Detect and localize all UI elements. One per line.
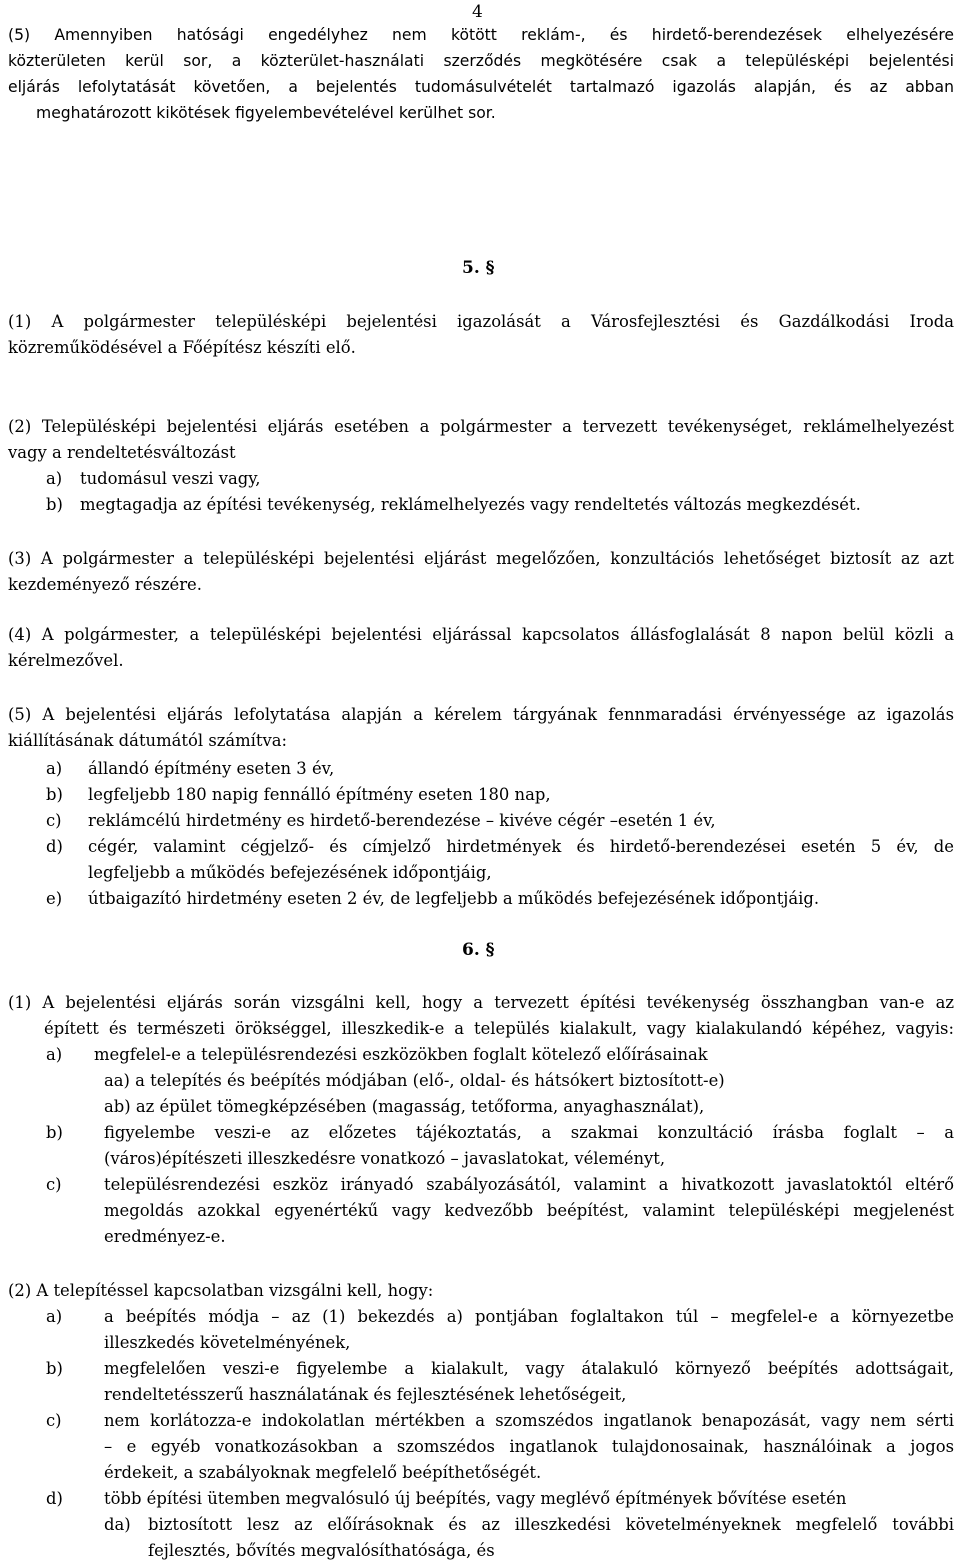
list-text: legfeljebb a működés befejezésének időpontjáig, xyxy=(88,863,492,882)
list-text: több építési ütemben megvalósuló új beépítés, vagy meglévő építmények bővítése esetén xyxy=(104,1489,847,1508)
list-text: legfeljebb 180 napig fennálló építmény eseten 180 nap, xyxy=(88,785,551,804)
list-text: érdekeit, a szabályoknak megfelelő beépíthetőségét. xyxy=(104,1463,542,1482)
section5-paragraph-5 xyxy=(8,702,954,754)
section5-paragraph-4 xyxy=(8,622,954,674)
list-text: reklámcélú hirdetmény es hirdető-berendezése – kivéve cégér –esetén 1 év, xyxy=(88,811,716,830)
text-line: (5) A bejelentési eljárás lefolytatása alapján a kérelem tárgyának fennmaradási érvényessége az igazolás xyxy=(8,705,954,724)
list-label: b) xyxy=(46,1359,63,1378)
list-item xyxy=(46,492,946,518)
text-line: (1) A bejelentési eljárás során vizsgálni kell, hogy a tervezett építési tevékenység összhangban van-e az xyxy=(8,993,954,1012)
list-text: aa) a telepítés és beépítés módjában (elő-, oldal- és hátsókert biztosított-e) xyxy=(104,1071,725,1090)
text-line: (5) Amennyiben hatósági engedélyhez nem kötött reklám-, és hirdető-berendezések elhelyezésére xyxy=(8,26,954,44)
list-label: d) xyxy=(46,1489,63,1508)
list-text: figyelembe veszi-e az előzetes tájékoztatás, a szakmai konzultáció írásba foglalt – a xyxy=(104,1123,954,1142)
list-text: megfelel-e a településrendezési eszközökben foglalt kötelező előírásainak xyxy=(94,1045,708,1064)
section6-paragraph-2 xyxy=(8,1278,954,1304)
text-line: épített és természeti örökséggel, illeszkedik-e a település kialakult, vagy kialakulandó képéhez, vagyis: xyxy=(44,1019,954,1038)
list-text: megfelelően veszi-e figyelembe a kialakult, vagy átalakuló környező beépítés adottságait, xyxy=(104,1359,954,1378)
text-line: (4) A polgármester, a településképi bejelentési eljárással kapcsolatos állásfoglalását 8 napon belül közli a xyxy=(8,625,954,644)
list-item xyxy=(46,808,954,834)
list-text: településrendezési eszköz irányadó szabályozásától, valamint a hivatkozott javaslatoktól eltérő xyxy=(104,1175,954,1194)
page-number: 4 xyxy=(472,2,483,22)
list-label: e) xyxy=(46,889,63,908)
list-text: nem korlátozza-e indokolatlan mértékben a szomszédos ingatlanok benapozását, vagy nem sérti xyxy=(104,1411,954,1430)
text-line: (2) A telepítéssel kapcsolatban vizsgálni kell, hogy: xyxy=(8,1281,434,1300)
list-item xyxy=(46,834,954,886)
list-item xyxy=(104,1068,954,1094)
list-text: biztosított lesz az előírásoknak és az illeszkedési követelményeknek megfelelő további xyxy=(148,1515,954,1534)
text-line: közterületen kerül sor, a közterület-használati szerződés megkötésére csak a településképi bejelentési xyxy=(8,52,954,70)
list-item xyxy=(46,1304,954,1356)
list-text: megoldás azokkal egyenértékű vagy kedvezőbb beépítést, valamint településképi megjelenést xyxy=(104,1201,954,1220)
text-line: közreműködésével a Főépítész készíti elő. xyxy=(8,338,356,357)
text-line: eljárás lefolytatását követően, a bejelentés tudomásulvételét tartalmazó igazolás alapján, és az abban xyxy=(8,78,954,96)
list-text: megtagadja az építési tevékenység, reklámelhelyezés vagy rendeltetés változás megkezdését. xyxy=(80,495,861,514)
text-line: vagy a rendeltetésváltozást xyxy=(8,443,236,462)
list-label: b) xyxy=(46,495,63,514)
section5-paragraph-3 xyxy=(8,546,954,598)
list-label: c) xyxy=(46,1175,62,1194)
list-item xyxy=(46,466,946,492)
list-item xyxy=(104,1512,954,1564)
text-line: kiállításának dátumától számítva: xyxy=(8,731,288,750)
list-label: a) xyxy=(46,1045,63,1064)
list-text: illeszkedés követelményének, xyxy=(104,1333,351,1352)
list-label: d) xyxy=(46,837,63,856)
list-text: tudomásul veszi vagy, xyxy=(80,469,261,488)
list-label: a) xyxy=(46,469,63,488)
list-text: (város)építészeti illeszkedésre vonatkozó – javaslatokat, véleményt, xyxy=(104,1149,666,1168)
list-text: eredményez-e. xyxy=(104,1227,226,1246)
list-label: b) xyxy=(46,1123,63,1142)
list-text: ab) az épület tömegképzésében (magasság, tetőforma, anyaghasználat), xyxy=(104,1097,705,1116)
text-line: (1) A polgármester településképi bejelentési igazolását a Városfejlesztési és Gazdálkodási Iroda xyxy=(8,312,954,331)
text-line: kezdeményező részére. xyxy=(8,575,202,594)
list-label: a) xyxy=(46,759,63,778)
text-line: kérelmezővel. xyxy=(8,651,124,670)
section5-paragraph-2 xyxy=(8,414,954,466)
text-line: (2) Településképi bejelentési eljárás esetében a polgármester a tervezett tevékenységet, reklámelhelyezést xyxy=(8,417,954,436)
list-item xyxy=(46,886,954,912)
list-text: állandó építmény eseten 3 év, xyxy=(88,759,335,778)
text-line: (3) A polgármester a településképi bejelentési eljárást megelőzően, konzultációs lehetőséget biztosít az azt xyxy=(8,549,954,568)
list-text: fejlesztés, bővítés megvalósíthatósága, és xyxy=(148,1541,495,1560)
list-item xyxy=(46,1486,954,1512)
list-item xyxy=(46,1172,954,1250)
section6-paragraph-1 xyxy=(8,990,954,1042)
list-item xyxy=(46,1408,954,1486)
list-text: rendeltetésszerű használatának és fejlesztésének lehetőségeit, xyxy=(104,1385,627,1404)
list-label: da) xyxy=(104,1515,131,1534)
list-item xyxy=(104,1094,954,1120)
paragraph-top-5 xyxy=(8,22,954,126)
list-item xyxy=(46,756,954,782)
list-label: b) xyxy=(46,785,63,804)
section5-paragraph-1 xyxy=(8,309,954,361)
text-line: meghatározott kikötések figyelembevételével kerülhet sor. xyxy=(36,104,496,122)
list-item xyxy=(46,782,954,808)
list-label: c) xyxy=(46,811,62,830)
list-text: útbaigazító hirdetmény eseten 2 év, de legfeljebb a működés befejezésének időpontjáig. xyxy=(88,889,820,908)
section-heading-5: 5. § xyxy=(462,258,495,278)
list-item xyxy=(46,1356,954,1408)
list-item xyxy=(46,1120,954,1172)
list-text: – e egyéb vonatkozásokban a szomszédos ingatlanok tulajdonosainak, használóinak a jogos xyxy=(104,1437,954,1456)
list-text: cégér, valamint cégjelző- és címjelző hirdetmények és hirdető-berendezései esetén 5 év, de xyxy=(88,837,954,856)
list-item xyxy=(46,1042,954,1068)
list-label: a) xyxy=(46,1307,63,1326)
list-label: c) xyxy=(46,1411,62,1430)
section-heading-6: 6. § xyxy=(462,940,495,960)
list-text: a beépítés módja – az (1) bekezdés a) pontjában foglaltakon túl – megfelel-e a környezetbe xyxy=(104,1307,954,1326)
